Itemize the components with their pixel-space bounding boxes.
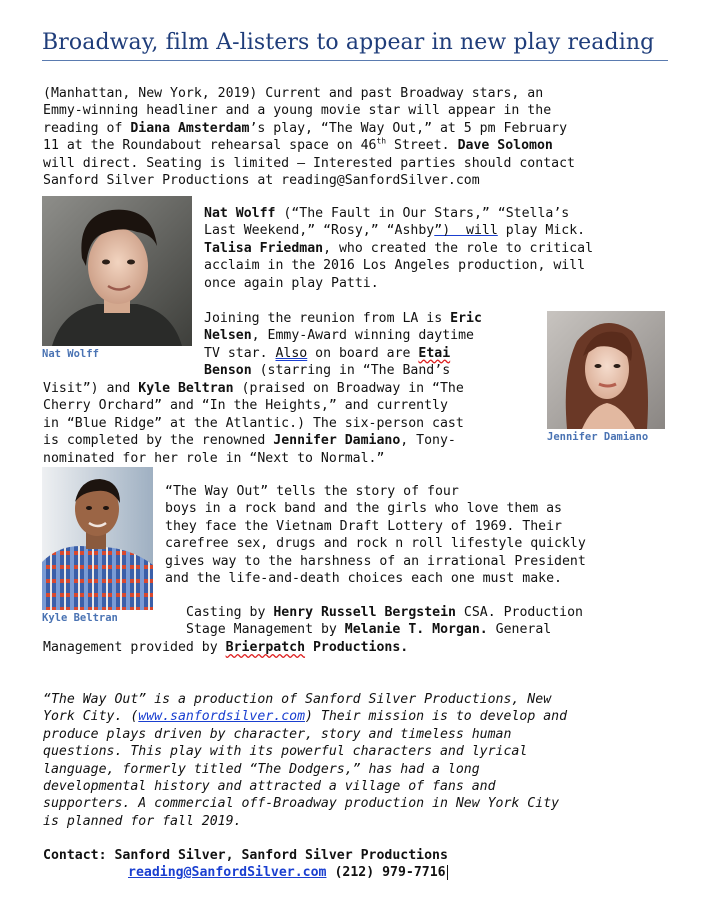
- intro-paragraph: [43, 85, 575, 189]
- text-line: [186, 621, 583, 638]
- text: (starring in “The Band’s: [251, 363, 451, 379]
- text-line: questions. This play with its powerful characters and lyrical: [43, 744, 528, 760]
- wolff-paragraph: [204, 205, 593, 292]
- text: play Mick.: [497, 223, 586, 239]
- text: , Emmy-Award winning daytime: [251, 328, 474, 344]
- intro-line: Sanford Silver Productions at reading@SanfordSilver.com: [43, 173, 480, 189]
- text: TV star.: [204, 345, 276, 361]
- company-name: Productions.: [305, 640, 409, 655]
- underlined-text: Also: [275, 345, 308, 361]
- text: (praised on Broadway in “The: [233, 381, 464, 396]
- text-line: they face the Vietnam Draft Lottery of 1969. Their: [165, 518, 562, 534]
- text-line: [204, 310, 482, 327]
- intro-line: Emmy-winning headliner and a young movie star will appear in the: [43, 103, 552, 119]
- reunion-paragraph-bottom: [43, 380, 464, 467]
- text-line: “The Way Out” is a production of Sanford Silver Productions, New: [43, 692, 552, 707]
- text: Management provided by: [43, 640, 226, 655]
- text-line: language, formerly titled “The Dodgers,” has had a long: [43, 761, 480, 777]
- text: Street.: [386, 138, 458, 154]
- intro-line: will direct. Seating is limited – Interested parties should contact: [43, 155, 575, 171]
- text-line: developmental history and attracted a village of fans and: [43, 779, 496, 795]
- casting-paragraph-bottom: [43, 639, 408, 656]
- actor-name: Benson: [204, 363, 252, 379]
- title-rule: [42, 60, 668, 61]
- director-name: Dave Solomon: [457, 138, 553, 154]
- text-line: [204, 205, 593, 222]
- text-line: [204, 327, 482, 344]
- text-line: in “Blue Ridge” at the Atlantic.) The six-person cast: [43, 415, 464, 431]
- superscript: th: [376, 136, 387, 146]
- text-line: [43, 708, 567, 725]
- actor-name: Nat Wolff: [204, 206, 276, 221]
- page-title: Broadway, film A-listers to appear in new play reading: [42, 30, 655, 55]
- text-line: [204, 240, 593, 257]
- contact-line: [128, 864, 448, 881]
- actor-name: Kyle Beltran: [138, 381, 234, 396]
- text: Visit”) and: [43, 381, 139, 396]
- person-name: Henry Russell Bergstein: [273, 605, 456, 620]
- text-cursor: [447, 865, 448, 880]
- kyle-beltran-photo: [42, 467, 153, 610]
- text: Stage Management by: [186, 622, 345, 638]
- text-line: boys in a rock band and the girls who love them as: [165, 501, 562, 517]
- text-line: “The Way Out” tells the story of four: [165, 484, 459, 499]
- text-line: nominated for her role in “Next to Normal.”: [43, 450, 385, 466]
- website-link[interactable]: www.sanfordsilver.com: [138, 709, 306, 725]
- text: General: [487, 622, 552, 638]
- text: Casting by: [186, 605, 274, 620]
- text: 11 at the Roundabout rehearsal space on 46: [43, 138, 377, 154]
- intro-line: [43, 137, 575, 154]
- text: York City. (: [43, 709, 139, 725]
- text: Last Weekend,” “Rosy,” “Ashby: [204, 223, 435, 239]
- jennifer-damiano-photo: [547, 311, 665, 429]
- phone-number: (212) 979-7716: [326, 865, 446, 880]
- text-line: [43, 639, 408, 656]
- text-line: produce plays driven by character, story and timeless human: [43, 726, 512, 742]
- company-name: Brierpatch: [225, 640, 306, 655]
- text-line: acclaim in the 2016 Los Angeles production, will: [204, 258, 586, 274]
- text-line: [186, 604, 583, 621]
- actor-name: Eric: [450, 311, 482, 326]
- actor-name: Etai: [418, 345, 451, 361]
- actor-name: Jennifer Damiano: [273, 433, 401, 449]
- underlined-text: ”) will: [434, 223, 498, 239]
- text: CSA. Production: [455, 605, 584, 620]
- playwright-name: Diana Amsterdam: [130, 120, 250, 136]
- text-line: [204, 222, 593, 239]
- about-paragraph: [43, 691, 567, 830]
- text-line: [43, 380, 464, 397]
- text-line: and the life-and-death choices each one must make.: [165, 571, 562, 587]
- text-line: [204, 362, 482, 379]
- intro-line: (Manhattan, New York, 2019) Current and past Broadway stars, an: [43, 86, 544, 101]
- casting-paragraph-top: [186, 604, 583, 639]
- person-name: Melanie T. Morgan.: [344, 622, 488, 638]
- jennifer-damiano-caption: Jennifer Damiano: [547, 431, 649, 443]
- text-line: Cherry Orchard” and “In the Heights,” and currently: [43, 398, 448, 414]
- text-line: gives way to the harshness of an irrational President: [165, 553, 586, 569]
- text-line: carefree sex, drugs and rock n roll lifestyle quickly: [165, 536, 586, 552]
- text-line: is planned for fall 2019.: [43, 813, 242, 829]
- text-line: [204, 345, 482, 362]
- text: reading of: [43, 120, 131, 136]
- actor-name: Nelsen: [204, 328, 252, 344]
- email-link[interactable]: reading@SanfordSilver.com: [128, 865, 327, 880]
- story-paragraph: [165, 483, 586, 587]
- text: Joining the reunion from LA is: [204, 311, 451, 326]
- text: on board are: [307, 345, 419, 361]
- actor-name: Talisa Friedman: [204, 240, 324, 256]
- kyle-beltran-caption: Kyle Beltran: [42, 612, 118, 624]
- text: ’s play, “The Way Out,” at 5 pm February: [249, 120, 568, 136]
- text-line: [43, 432, 464, 449]
- text-line: supporters. A commercial off-Broadway production in New York City: [43, 796, 560, 812]
- text: , who created the role to critical: [323, 240, 594, 256]
- nat-wolff-photo: [42, 196, 192, 346]
- contact-label: Contact: Sanford Silver, Sanford Silver Productions: [43, 848, 448, 863]
- text: is completed by the renowned: [43, 433, 274, 449]
- nat-wolff-caption: Nat Wolff: [42, 348, 99, 360]
- text-line: once again play Patti.: [204, 275, 379, 291]
- intro-line: [43, 120, 575, 137]
- reunion-paragraph-top: [204, 310, 482, 380]
- text: ) Their mission is to develop and: [305, 709, 568, 725]
- text: , Tony-: [400, 433, 456, 449]
- text: (“The Fault in Our Stars,” “Stella’s: [275, 206, 570, 221]
